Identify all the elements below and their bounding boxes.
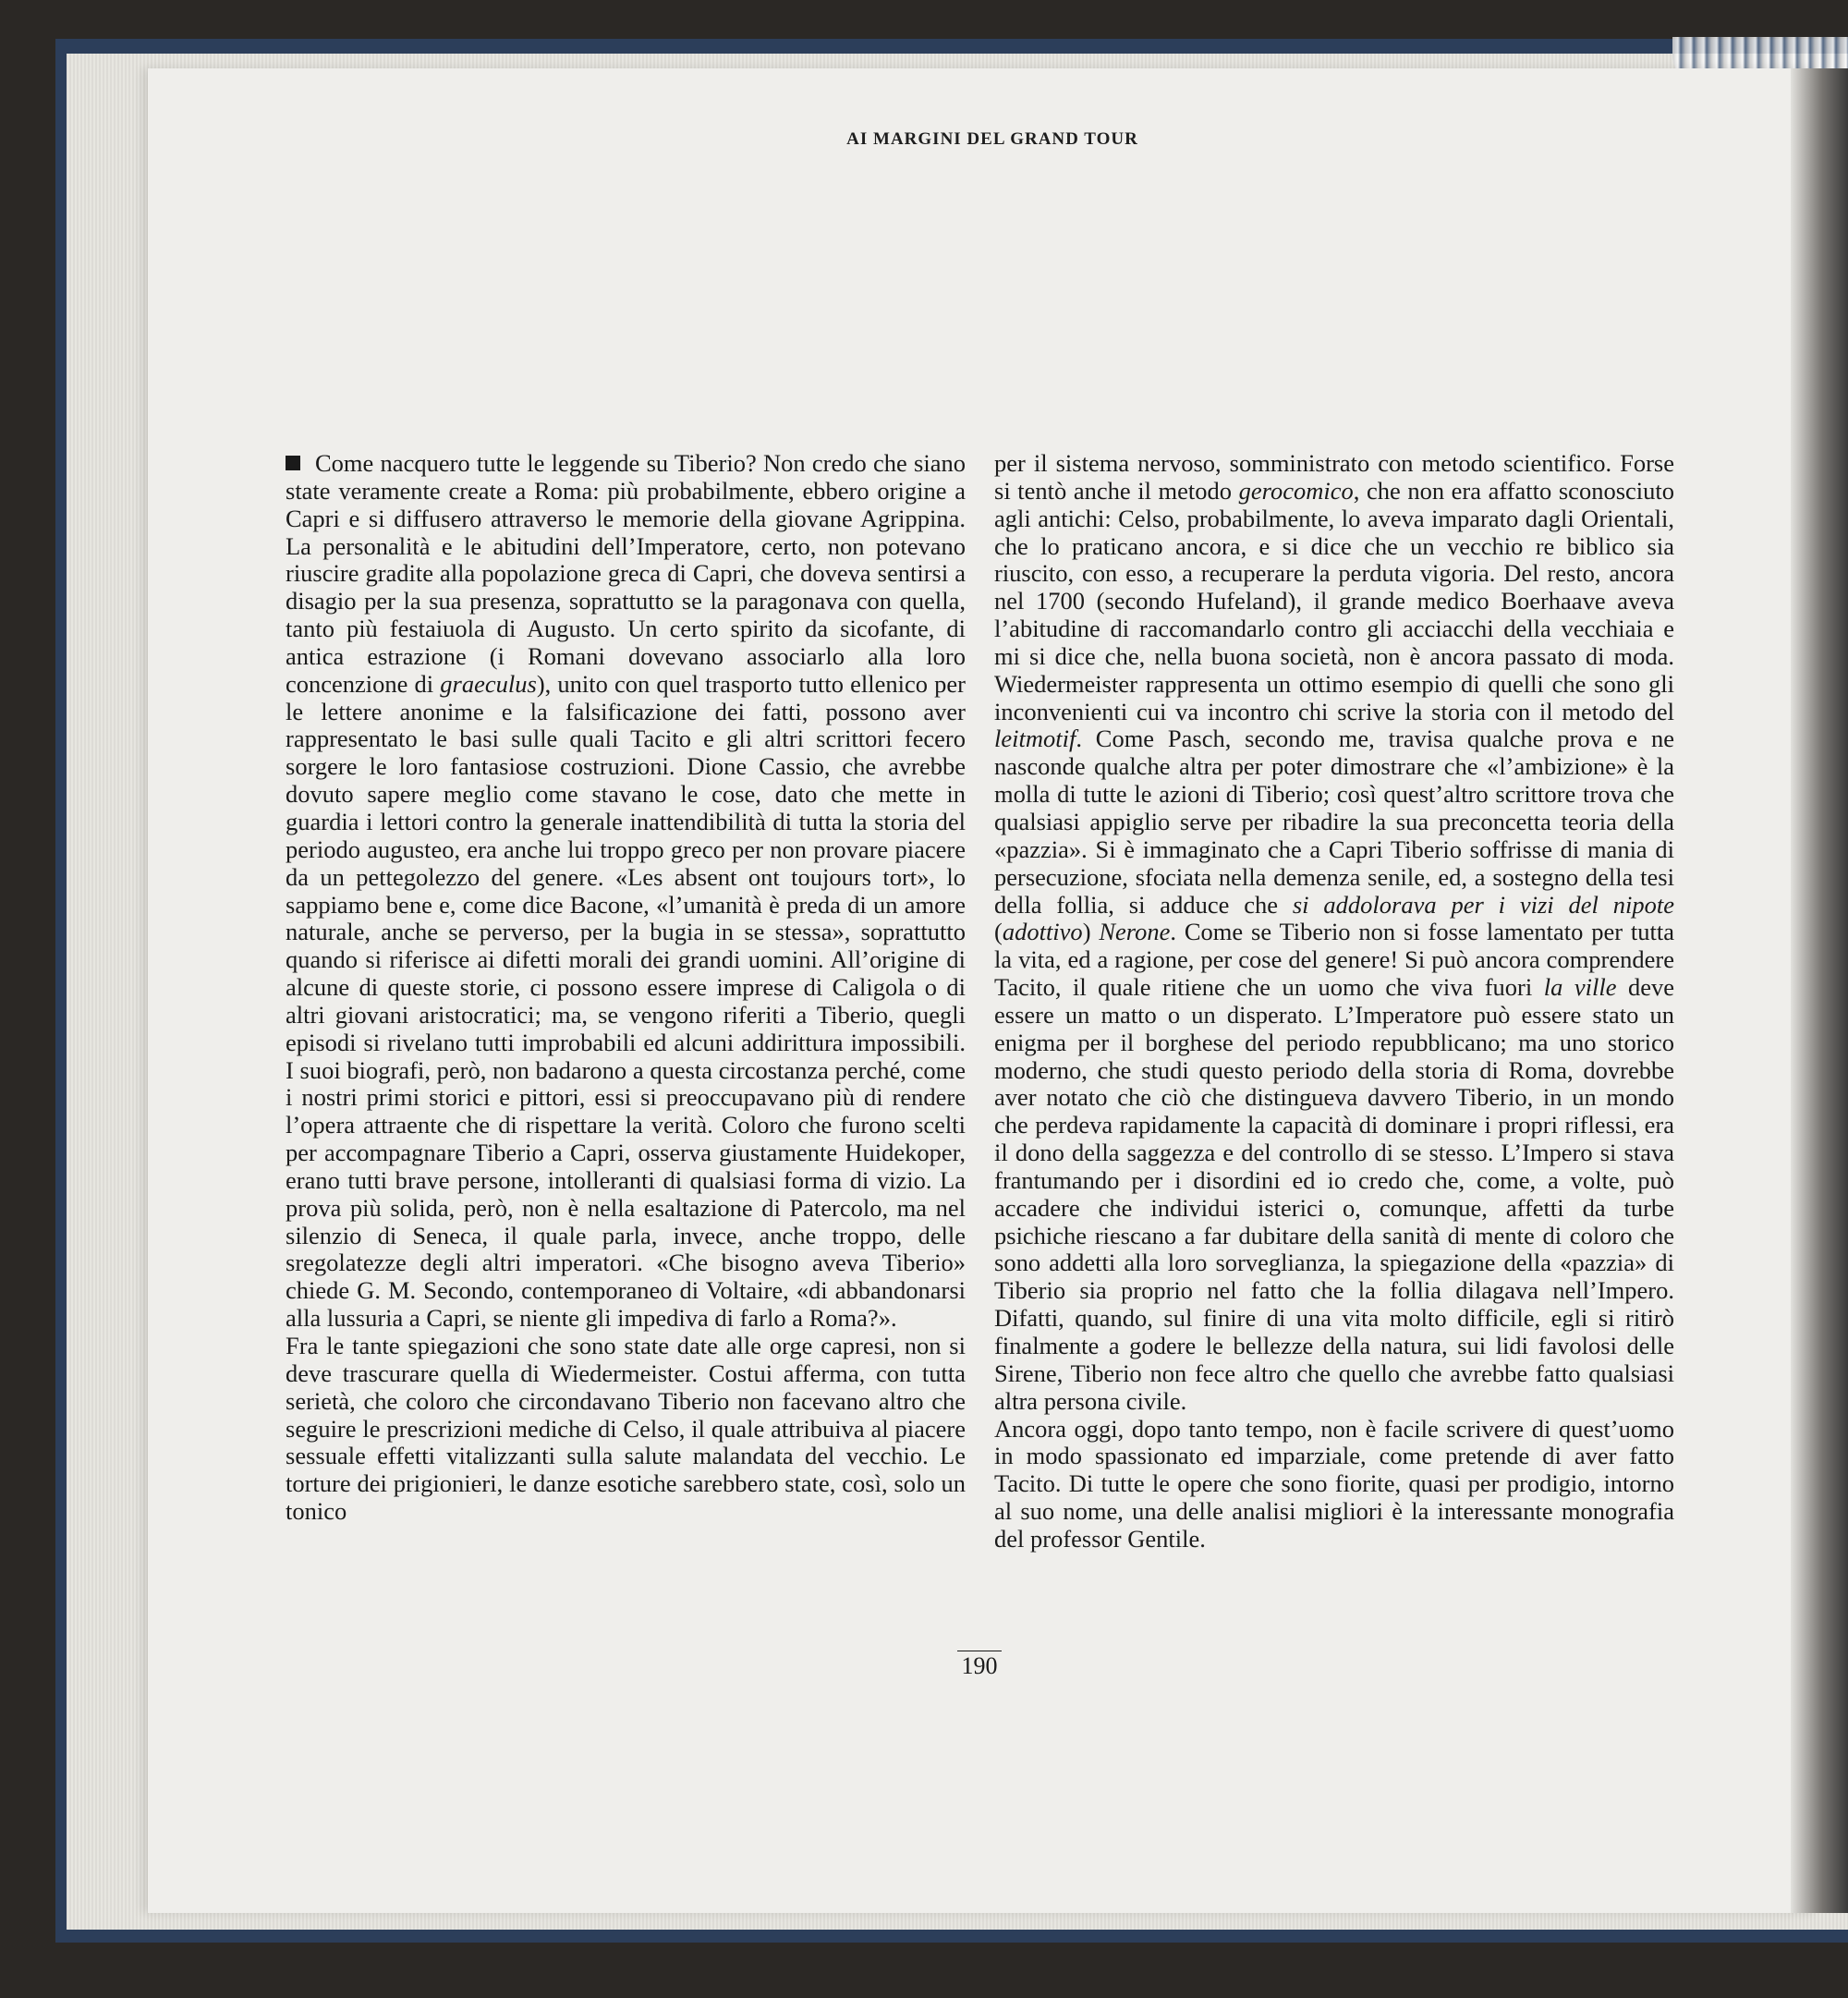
italic-term: Nerone bbox=[1099, 918, 1171, 946]
right-column bbox=[994, 450, 1674, 1553]
page-number: 190 bbox=[957, 1651, 1002, 1680]
page-gutter bbox=[1791, 68, 1848, 1913]
italic-term: leitmotif bbox=[994, 725, 1076, 753]
paragraph-continuation: per il sistema nervoso, somministrato con metodo scientifico. Forse si tentò anche il metodo gerocomico, che non era affatto sconosciuto agli antichi: Celso, probabilmente, lo aveva imparato dagli Orientali, che lo praticano ancora, e si dice che un vecchio re biblico sia riuscito, con esso, a recuperare la perduta vigoria. Del resto, ancora nel 1700 (secondo Hufeland), il grande medico Boerhaave aveva l’abitudine di raccomandarlo contro gli acciacchi della vecchiaia e mi si dice che, nella buona società, non è ancora passato di moda. Wiedermeister rappresenta un ottimo esempio di quelli che sono gli inconvenienti cui va incontro chi scrive la storia con il metodo del leitmotif. Come Pasch, secondo me, travisa qualche prova e ne nasconde qualche altra per poter dimostrare che «l’ambizione» è la molla di tutte le azioni di Tiberio; così quest’altro scrittore trova che qualsiasi appiglio serve per ribadire la sua preconcetta teoria della «pazzia». Si è immaginato che a Capri Tiberio soffrisse di mania di persecuzione, sfociata nella demenza senile, ed, a sostegno della tesi della follia, si adduce che si addolorava per i vizi del nipote (adottivo) Nerone. Come se Tiberio non si fosse lamentato per tutta la vita, ed a ragione, per cose del genere! Si può ancora comprendere Tacito, il quale ritiene che un uomo che viva fuori la ville deve essere un matto o un disperato. L’Imperatore può essere stato un enigma per il borghese del periodo repubblicano; ma uno storico moderno, che studi questo periodo della storia di Roma, dovrebbe aver notato che ciò che distingueva davvero Tiberio, in un mondo che perdeva rapidamente la capacità di dominare i propri riflessi, era il dono della saggezza e del controllo di se stesso. L’Impero si stava frantumando per i disordini ed io credo che, come, a volte, può accadere che individui isterici o, comunque, affetti da turbe psichiche riescano a far dubitare della sanità di mente di coloro che sono addetti alla loro sorveglianza, la spiegazione della «pazzia» di Tiberio sia proprio nel fatto che la follia dilagava nell’Impero. Difatti, quando, sul finire di una vita molto difficile, egli si ritirò finalmente a godere le bellezze della natura, sui lidi favolosi delle Sirene, Tiberio non fece altro che quello che avrebbe fatto qualsiasi altra persona civile. bbox=[994, 449, 1674, 1415]
left-column bbox=[286, 450, 966, 1526]
paragraph-wiedermeister: Fra le tante spiegazioni che sono state date alle orge capresi, non si deve trascurare quella di Wiedermeister. Costui afferma, con tutta serietà, che coloro che circondavano Tiberio non facevano altro che seguire le prescrizioni mediche di Celso, il quale attribuiva al piacere sessuale effetti vitalizzanti sulla salute malandata del vecchio. Le torture dei prigionieri, le danze esotiche sarebbero state, così, solo un tonico bbox=[286, 1332, 966, 1526]
italic-term: adottivo bbox=[1002, 918, 1083, 946]
italic-quote: si addolorava per i vizi del nipote bbox=[1292, 890, 1674, 919]
running-head: AI MARGINI DEL GRAND TOUR bbox=[846, 129, 1138, 149]
paragraph-conclusion: Ancora oggi, dopo tanto tempo, non è facile scrivere di quest’uomo in modo spassionato ed imparziale, come pretende di aver fatto Tacito. Di tutte le opere che sono fiorite, quasi per prodigio, intorno al suo nome, una delle analisi migliori è la interessante monografia del professor Gentile. bbox=[994, 1414, 1674, 1553]
paragraph-intro: Come nacquero tutte le leggende su Tiberio? Non credo che siano state veramente create a Roma: più probabilmente, ebbero origine a Capri e si diffusero attraverso le memorie della giovane Agrippina. La personalità e le abitudini dell’Imperatore, certo, non potevano riuscire gradite alla popolazione greca di Capri, che doveva sentirsi a disagio per la sua presenza, soprattutto se la paragonava con quella, tanto più festaiuola di Augusto. Un certo spirito da sicofante, di antica estrazione (i Romani dovevano associarlo alla loro concenzione di graeculus), unito con quel trasporto tutto ellenico per le lettere anonime e la falsificazione dei fatti, possono aver rappresentato le basi sulle quali Tacito e gli altri scrittori fecero sorgere le loro fantasiose costruzioni. Dione Cassio, che avrebbe dovuto sapere meglio come stavano le cose, dato che mette in guardia i lettori contro la generale inattendibilità di tutta la storia del periodo augusteo, era anche lui troppo greco per non provare piacere da un pettegolezzo del genere. «Les absent ont toujours tort», lo sappiamo bene e, come dice Bacone, «l’umanità è preda di un amore naturale, anche se perverso, per la bugia in se stessa», soprattutto quando si riferisce ai difetti morali dei grandi uomini. All’origine di alcune di queste storie, ci possono essere imprese di Caligola o di altri giovani aristocratici; ma, se vengono riferiti a Tiberio, quegli episodi si rivelano tutti improbabili ed alcuni addirittura impossibili. I suoi biografi, però, non badarono a questa circostanza perché, come i nostri primi storici e pittori, essi si preoccupavano più di rendere l’opera attraente che di rispettare la verità. Coloro che furono scelti per accompagnare Tiberio a Capri, osserva giustamente Huidekoper, erano tutti brave persone, intolleranti di qualsiasi forma di vizio. La prova più solida, però, non è nella esaltazione di Patercolo, ma nel silenzio di Seneca, il quale parla, invece, anche troppo, delle sregolatezze degli altri imperatori. «Che bisogno aveva Tiberio» chiede G. M. Secondo, contemporaneo di Voltaire, «di abbandonarsi alla lussuria a Capri, se niente gli impediva di farlo a Roma?». bbox=[286, 449, 966, 1333]
italic-term: graeculus bbox=[440, 669, 537, 698]
italic-term: la ville bbox=[1543, 973, 1617, 1002]
square-bullet-icon bbox=[286, 456, 300, 470]
italic-term: gerocomico bbox=[1238, 476, 1354, 505]
